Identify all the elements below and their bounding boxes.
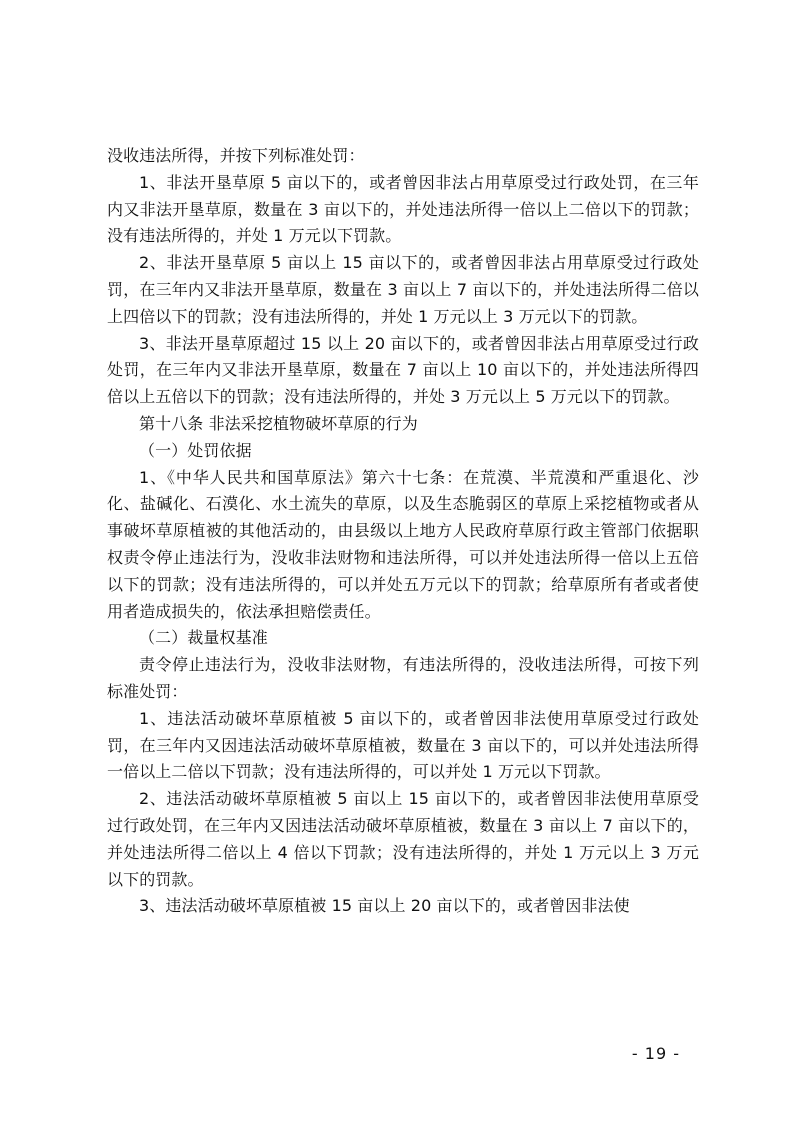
paragraph-10: 2、违法活动破坏草原植被 5 亩以上 15 亩以下的，或者曾因非法使用草原受过行政处罚，在三年内又因违法活动破坏草原植被，数量在 3 亩以上 7 亩以下的，并处违法所得二倍以上 4 倍以下罚款；没有违法所得的，并处 1 万元以上 3 万元以下的罚款。 [107,789,699,889]
article-heading: 第十八条 非法采挖植物破坏草原的行为 [139,413,418,433]
paragraph-0: 没收违法所得，并按下列标准处罚： [107,146,365,165]
document-body [107,143,699,920]
paragraph-8: 责令停止违法行为，没收非法财物，有违法所得的，没收违法所得，可按下列标准处罚： [107,655,699,701]
paragraph-11: 3、违法活动破坏草原植被 15 亩以上 20 亩以下的，或者曾因非法使 [139,896,630,916]
paragraph-9: 1、违法活动破坏草原植被 5 亩以下的，或者曾因非法使用草原受过行政处罚，在三年内又因违法活动破坏草原植被，数量在 3 亩以下的，可以并处违法所得一倍以上二倍以下罚款；没有违法所得的，可以并处 1 万元以下罚款。 [107,708,699,782]
section-heading-discretion: （二）裁量权基准 [139,628,268,648]
paragraph-1: 1、非法开垦草原 5 亩以下的，或者曾因非法占用草原受过行政处罚，在三年内又非法开垦草原，数量在 3 亩以下的，并处违法所得一倍以上二倍以下的罚款；没有违法所得的，并处 1 万元以下罚款。 [107,172,699,246]
page-number: - 19 - [631,1044,680,1063]
paragraph-2: 2、非法开垦草原 5 亩以上 15 亩以下的，或者曾因非法占用草原受过行政处罚，在三年内又非法开垦草原，数量在 3 亩以上 7 亩以下的，并处违法所得二倍以上四倍以下的罚款；没有违法所得的，并处 1 万元以上 3 万元以下的罚款。 [107,253,699,326]
paragraph-6: 1、《中华人民共和国草原法》第六十七条：在荒漠、半荒漠和严重退化、沙化、盐碱化、石漠化、水土流失的草原，以及生态脆弱区的草原上采挖植物或者从事破坏草原植被的其他活动的，由县级以上地方人民政府草原行政主管部门依据职权责令停止违法行为，没收非法财物和违法所得，可以并处违法所得一倍以上五倍以下的罚款；没有违法所得的，可以并处五万元以下的罚款；给草原所有者或者使用者造成损失的，依法承担赔偿责任。 [107,467,699,621]
paragraph-3: 3、非法开垦草原超过 15 以上 20 亩以下的，或者曾因非法占用草原受过行政处罚，在三年内又非法开垦草原，数量在 7 亩以上 10 亩以下的，并处违法所得四倍以上五倍以下的罚款；没有违法所得的，并处 3 万元以上 5 万元以下的罚款。 [107,333,699,407]
section-heading-basis: （一）处罚依据 [139,440,252,460]
